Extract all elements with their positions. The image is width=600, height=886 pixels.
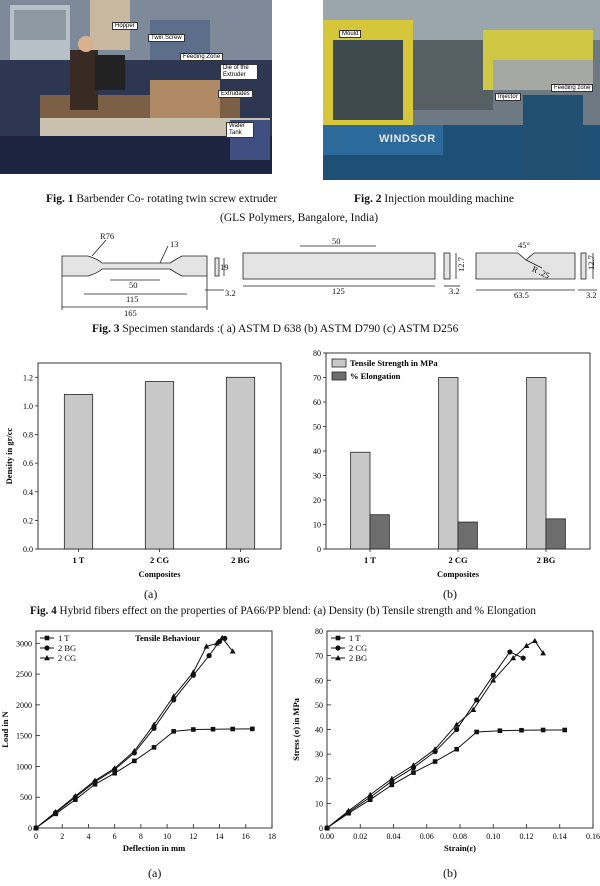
- dim-thick-a: 3.2: [225, 288, 236, 298]
- x-tick-label: 0.12: [519, 832, 534, 841]
- legend-marker: [45, 636, 50, 641]
- legend-swatch: [332, 359, 346, 367]
- y-tick-label: 1.2: [23, 373, 33, 383]
- data-point: [132, 759, 137, 764]
- legend-label: 1 T: [349, 633, 361, 643]
- data-point: [152, 745, 157, 750]
- data-point: [541, 728, 546, 733]
- x-tick-label: 0.16: [586, 832, 600, 841]
- series-square: [325, 728, 567, 831]
- y-tick-label: 1.0: [23, 401, 33, 411]
- data-point: [491, 673, 496, 678]
- dim-width-c: 12.7: [586, 255, 596, 270]
- y-tick-label: 1500: [16, 731, 32, 741]
- bar: [527, 378, 546, 550]
- data-point: [521, 655, 526, 660]
- data-point: [367, 792, 373, 797]
- data-point: [562, 728, 567, 733]
- dim-neck-a: 13: [170, 239, 179, 249]
- fig4-caption-text: Hybrid fibers effect on the properties of PA66/PP blend: (a) Density (b) Tensile strength and % Elongation: [59, 605, 536, 617]
- x-tick-label: 10: [163, 832, 172, 841]
- dim-thick-b: 3.2: [449, 286, 460, 296]
- x-tick-label: 16: [241, 832, 250, 841]
- x-tick-label: 0.02: [353, 832, 368, 841]
- y-tick-label: 40: [313, 447, 321, 456]
- y-tick-label: 10: [313, 520, 321, 530]
- bar: [226, 377, 254, 549]
- data-point: [250, 727, 255, 732]
- density-chart: [0, 345, 295, 585]
- fig4-caption-num: Fig. 4: [30, 605, 57, 617]
- stress-chart: [291, 625, 600, 860]
- series-circle: [33, 636, 227, 831]
- data-point: [507, 649, 512, 654]
- mould-label: Mould: [339, 30, 361, 38]
- x-tick-label: 2: [60, 832, 65, 841]
- feeding-zone-2-label: Feeding zone: [551, 84, 593, 92]
- dim-radius-c: R .25: [530, 263, 552, 281]
- x-tick-label: 0.00: [320, 832, 334, 841]
- x-tick-label: 0.10: [486, 832, 501, 841]
- bar: [351, 452, 370, 549]
- y-tick-label: 60: [313, 398, 321, 407]
- y-tick-label: 0: [317, 545, 321, 554]
- y-tick-label: 60: [315, 676, 323, 686]
- data-point: [171, 729, 176, 734]
- fig3-caption-num: Fig. 3: [92, 323, 120, 335]
- y-tick-label: 1000: [16, 762, 32, 772]
- y-tick-label: 70: [313, 373, 321, 383]
- y-axis-label: Stress (σ) in MPa: [291, 698, 301, 761]
- fig4-caption: [30, 605, 536, 617]
- series-line: [327, 730, 565, 828]
- fig3-caption: [92, 323, 458, 335]
- dim-narrow-a: 115: [126, 294, 139, 304]
- fig1-caption-text: Barbender Co- rotating twin screw extruder: [76, 193, 278, 205]
- data-point: [211, 727, 216, 732]
- x-tick-label: 1 T: [72, 555, 85, 565]
- y-tick-label: 500: [20, 793, 32, 803]
- y-tick-label: 3000: [16, 639, 32, 649]
- legend-label: 2 BG: [349, 653, 368, 663]
- hopper-label: Hopper: [112, 22, 138, 30]
- data-point: [498, 728, 503, 733]
- fig5-panel-b: (b): [443, 866, 457, 880]
- injection-photo: [323, 0, 600, 180]
- y-tick-label: 0.4: [23, 487, 33, 497]
- x-tick-label: 18: [268, 832, 276, 841]
- y-tick-label: 0.0: [23, 545, 33, 554]
- y-tick-label: 80: [315, 627, 323, 636]
- fig4-panel-b: (b): [443, 587, 457, 601]
- y-tick-label: 30: [313, 471, 321, 481]
- legend-marker: [336, 636, 341, 641]
- data-point: [206, 653, 211, 658]
- x-tick-label: 2 BG: [536, 555, 556, 565]
- fig4-panel-a: (a): [144, 587, 158, 601]
- data-point: [454, 727, 459, 732]
- data-point: [389, 776, 395, 781]
- x-axis-label: Deflection in mm: [122, 843, 186, 853]
- windsor-logo: WINDSOR: [379, 133, 436, 145]
- y-tick-label: 0.2: [23, 516, 33, 526]
- fig2-caption: [354, 193, 514, 205]
- bar: [439, 378, 458, 550]
- dim-width-b: 12.7: [456, 257, 466, 272]
- legend-marker: [335, 645, 340, 650]
- water-tank-label: Water Tank: [226, 122, 254, 138]
- bar: [458, 522, 477, 549]
- x-axis-label: Composites: [436, 569, 480, 579]
- die-label: Die of the Extruder: [220, 64, 258, 80]
- dim-angle-c: 45°: [518, 240, 530, 250]
- fig3-caption-text: Specimen standards :( a) ASTM D 638 (b) ASTM D790 (c) ASTM D256: [122, 323, 459, 335]
- dim-gauge-a: 50: [129, 280, 138, 290]
- y-tick-label: 50: [313, 422, 321, 432]
- fig2-caption-num: Fig. 2: [354, 193, 382, 205]
- load-chart: [0, 625, 295, 860]
- x-tick-label: 0.06: [419, 832, 434, 841]
- y-tick-label: 70: [315, 651, 323, 661]
- dim-width-a: 19: [220, 262, 229, 272]
- fig1-caption-num: Fig. 1: [46, 193, 74, 205]
- feeding-zone-label: Feeding Zone: [180, 53, 223, 61]
- y-tick-label: 30: [315, 750, 323, 760]
- x-tick-label: 0.08: [453, 832, 467, 841]
- x-tick-label: 0: [34, 832, 38, 841]
- data-point: [190, 669, 196, 674]
- y-tick-label: 80: [313, 349, 321, 358]
- y-tick-label: 2500: [16, 670, 32, 680]
- series-square: [34, 727, 255, 831]
- data-point: [411, 770, 416, 775]
- x-tick-label: 1 T: [364, 555, 376, 565]
- tensile-chart: [300, 345, 600, 585]
- data-point: [433, 759, 438, 764]
- x-tick-label: 2 CG: [149, 555, 170, 565]
- y-tick-label: 0: [319, 824, 323, 833]
- extruder-photo: [0, 0, 272, 174]
- bar: [145, 382, 173, 549]
- data-point: [519, 728, 524, 733]
- y-tick-label: 50: [315, 700, 323, 710]
- data-point: [474, 730, 479, 735]
- y-tick-label: 0.6: [23, 459, 33, 469]
- x-tick-label: 0.04: [386, 832, 401, 841]
- data-point: [191, 727, 196, 732]
- x-axis-label: Strain(ε): [444, 843, 476, 853]
- fig5-panel-a: (a): [148, 866, 162, 880]
- chart-title: Tensile Behaviour: [135, 633, 201, 643]
- series-triangle: [33, 635, 235, 830]
- dim-radius-a: R76: [100, 231, 115, 241]
- y-tick-label: 0: [28, 824, 32, 833]
- fig2-caption-text: Injection moulding machine: [384, 193, 515, 205]
- x-tick-label: 12: [189, 832, 198, 841]
- bar: [370, 515, 389, 549]
- dim-thick-c: 3.2: [586, 290, 597, 300]
- series-circle: [324, 649, 525, 830]
- series-line: [36, 638, 233, 828]
- source-line: (GLS Polymers, Bangalore, India): [220, 212, 379, 224]
- x-axis-label: Composites: [138, 569, 181, 579]
- x-tick-label: 4: [86, 832, 91, 841]
- legend-label: 1 T: [58, 633, 70, 643]
- data-point: [230, 727, 235, 732]
- legend-label: 2 CG: [349, 643, 368, 653]
- data-point: [532, 638, 538, 643]
- dim-total-a: 165: [124, 308, 137, 318]
- legend-marker: [44, 645, 49, 650]
- x-tick-label: 0.14: [552, 832, 567, 841]
- data-point: [454, 747, 459, 752]
- y-tick-label: 20: [313, 496, 321, 505]
- fig1-caption: [46, 193, 277, 205]
- y-tick-label: 40: [315, 725, 323, 735]
- legend-label: % Elongation: [350, 371, 401, 381]
- x-tick-label: 2 BG: [231, 555, 250, 565]
- twin-screw-label: Twin Screw: [148, 34, 185, 42]
- data-point: [411, 762, 417, 767]
- series-triangle: [324, 638, 546, 830]
- legend-label: 2 CG: [58, 653, 77, 663]
- dim-length-b: 125: [332, 286, 345, 296]
- dim-inner-b: 50: [332, 236, 341, 246]
- bar: [64, 394, 92, 549]
- x-tick-label: 6: [112, 832, 117, 841]
- extrudates-label: Extrudates: [218, 90, 253, 98]
- series-line: [327, 641, 543, 828]
- x-tick-label: 8: [138, 832, 143, 841]
- y-tick-label: 10: [315, 799, 323, 809]
- x-tick-label: 2 CG: [448, 555, 468, 565]
- x-tick-label: 14: [215, 832, 224, 841]
- y-axis-label: Density in gr/cc: [4, 427, 14, 485]
- legend-label: 2 BG: [58, 643, 77, 653]
- dim-length-c: 63.5: [514, 290, 529, 300]
- y-axis-label: Load in N: [0, 711, 10, 748]
- legend-swatch: [332, 372, 346, 380]
- y-tick-label: 0.8: [23, 430, 33, 440]
- legend-label: Tensile Strength in MPa: [350, 358, 438, 368]
- y-tick-label: 20: [315, 774, 323, 784]
- series-line: [36, 729, 252, 828]
- specimen-drawings: [0, 228, 600, 323]
- data-point: [524, 643, 530, 648]
- bar: [546, 519, 565, 549]
- injector-label: Injector: [495, 93, 521, 101]
- y-tick-label: 2000: [16, 700, 32, 710]
